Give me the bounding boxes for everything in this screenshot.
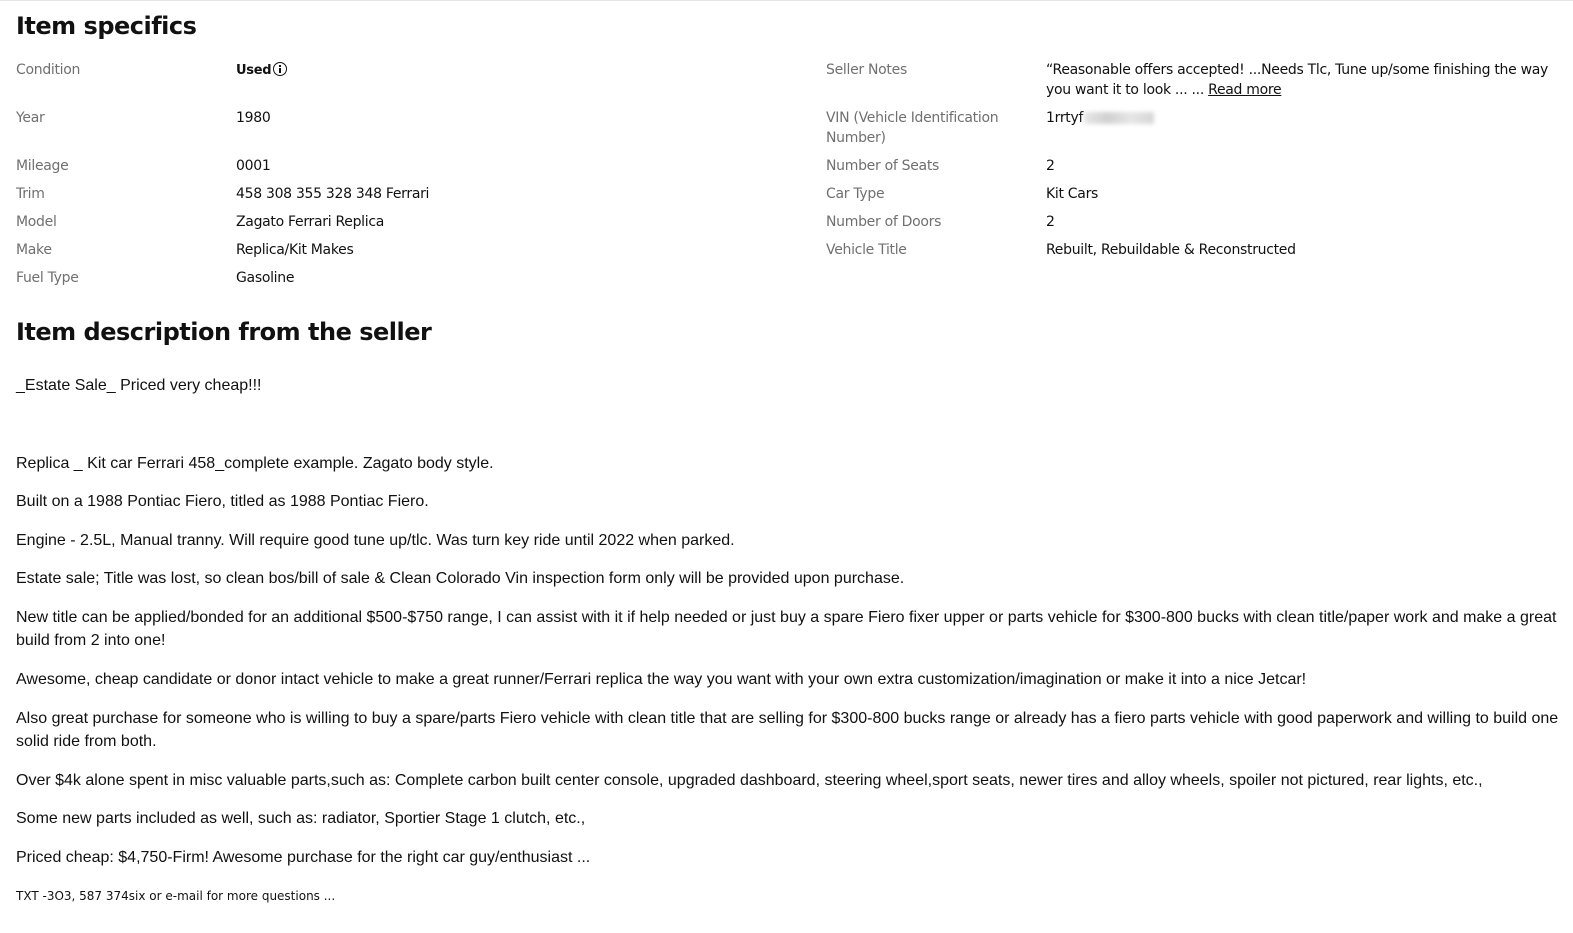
- spec-value: 0001: [236, 158, 271, 174]
- spec-value: Replica/Kit Makes: [236, 242, 354, 258]
- description-paragraph: Some new parts included as well, such as: radiator, Sportier Stage 1 clutch, etc.,: [16, 810, 586, 827]
- spec-value: 1980: [236, 110, 271, 126]
- description-paragraph: Engine - 2.5L, Manual tranny. Will require good tune up/tlc. Was turn key ride until 2022 when parked.: [16, 532, 735, 549]
- description-paragraph: _Estate Sale_ Priced very cheap!!!: [16, 377, 262, 394]
- vin-redacted: [1084, 112, 1154, 124]
- description-paragraph: Priced cheap: $4,750-Firm! Awesome purchase for the right car guy/enthusiast ...: [16, 849, 591, 866]
- info-icon[interactable]: [273, 62, 287, 76]
- spec-value: Kit Cars: [1046, 186, 1099, 202]
- spec-label: Car Type: [826, 186, 885, 202]
- description-paragraph: Replica _ Kit car Ferrari 458_complete example. Zagato body style.: [16, 455, 494, 472]
- description-paragraph: Estate sale; Title was lost, so clean bos/bill of sale & Clean Colorado Vin inspection form only will be provided upon purchase.: [16, 570, 905, 587]
- condition-value: Used: [236, 63, 272, 78]
- seller-notes-text: “Reasonable offers accepted! ...Needs Tlc, Tune up/some finishing the way you want it to look ... ...: [1046, 62, 1549, 98]
- spec-label: Trim: [16, 186, 45, 202]
- spec-label: Vehicle Title: [826, 242, 907, 258]
- spec-value: [1046, 108, 1556, 128]
- spec-value: [1046, 60, 1556, 100]
- spec-label: Number of Doors: [826, 214, 942, 230]
- spec-label: Make: [16, 242, 52, 258]
- spec-label: Mileage: [16, 158, 69, 174]
- spec-label: Seller Notes: [826, 62, 907, 78]
- item-specifics-heading: Item specifics: [16, 12, 197, 40]
- spec-label: VIN (Vehicle Identification Number): [826, 110, 999, 146]
- item-specifics-grid: [16, 60, 1561, 300]
- spec-value: Rebuilt, Rebuildable & Reconstructed: [1046, 242, 1296, 258]
- spec-label: Fuel Type: [16, 270, 79, 286]
- top-divider: [0, 0, 1573, 1]
- description-paragraph: Built on a 1988 Pontiac Fiero, titled as 1988 Pontiac Fiero.: [16, 493, 429, 510]
- spec-value: 2: [1046, 158, 1055, 174]
- vin-value: 1rrtyf: [1046, 110, 1084, 126]
- spec-label: Year: [16, 110, 45, 126]
- spec-label: Number of Seats: [826, 158, 939, 174]
- spec-value: Gasoline: [236, 270, 295, 286]
- read-more-link[interactable]: Read more: [1208, 82, 1282, 98]
- description-paragraph: Awesome, cheap candidate or donor intact vehicle to make a great runner/Ferrari replica the way you want with your own extra customization/imagination or make it into a nice Jetcar!: [16, 671, 1307, 688]
- description-paragraph: Over $4k alone spent in misc valuable parts,such as: Complete carbon built center console, upgraded dashboard, steering wheel,sport seats, newer tires and alloy wheels, spoiler not pictured, rear lights, etc.,: [16, 772, 1483, 789]
- contact-note: TXT -3O3, 587 374six or e-mail for more questions ...: [16, 889, 336, 903]
- spec-label: Model: [16, 214, 57, 230]
- spec-value: 2: [1046, 214, 1055, 230]
- description-paragraph: Also great purchase for someone who is willing to buy a spare/parts Fiero vehicle with clean title that are selling for $300-800 bucks range or already has a fiero parts vehicle with good paperwork and willing to build one solid ride from both.: [16, 710, 1559, 750]
- spec-label: Condition: [16, 62, 81, 78]
- spec-value: Zagato Ferrari Replica: [236, 214, 385, 230]
- spec-value: 458 308 355 328 348 Ferrari: [236, 186, 430, 202]
- item-description-heading: Item description from the seller: [16, 318, 432, 346]
- description-paragraph: New title can be applied/bonded for an additional $500-$750 range, I can assist with it if help needed or just buy a spare Fiero fixer upper or parts vehicle for $300-800 bucks with clean title/paper work and make a great build from 2 into one!: [16, 609, 1557, 649]
- spec-value: [236, 60, 287, 81]
